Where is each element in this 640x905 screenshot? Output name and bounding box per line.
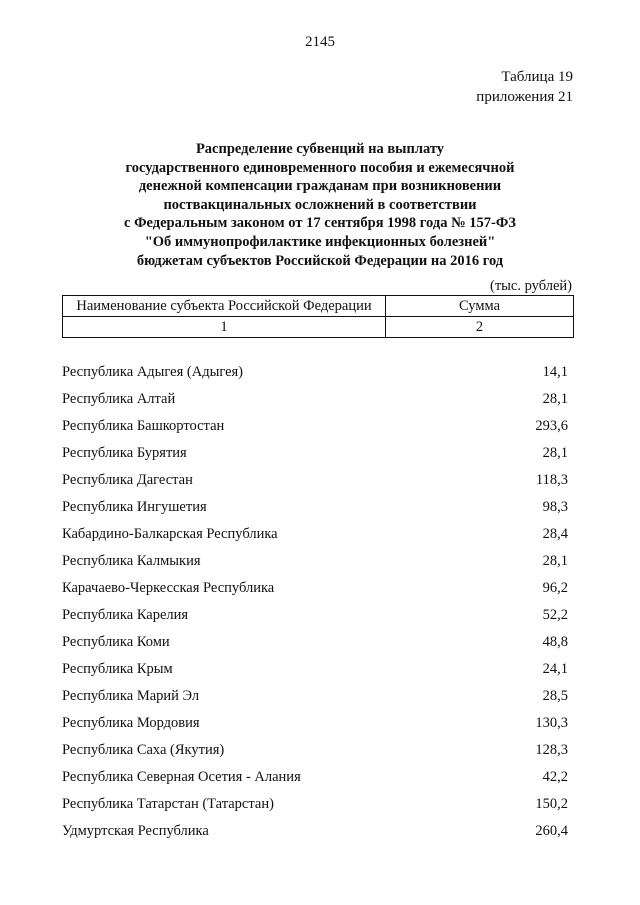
amount-value: 24,1 — [542, 661, 568, 677]
region-name: Республика Башкортостан — [62, 418, 225, 434]
table-row — [62, 634, 568, 661]
region-name: Карачаево-Черкесская Республика — [62, 580, 275, 596]
table-row — [62, 472, 568, 499]
table-row — [62, 823, 568, 850]
region-name: Республика Крым — [62, 661, 173, 677]
region-name: Республика Дагестан — [62, 472, 193, 488]
appendix-number: приложения 21 — [476, 89, 573, 105]
table-row — [62, 661, 568, 688]
title-line: бюджетам субъектов Российской Федерации на 2016 год — [136, 252, 504, 269]
table-row — [62, 499, 568, 526]
amount-value: 42,2 — [542, 769, 568, 785]
amount-value: 293,6 — [535, 418, 568, 434]
region-name: Республика Бурятия — [62, 445, 187, 461]
document-title — [0, 140, 640, 270]
title-line: "Об иммунопрофилактике инфекционных болезней" — [144, 233, 496, 250]
amount-value: 28,4 — [542, 526, 568, 542]
column-number-1: 1 — [63, 317, 386, 338]
region-name: Республика Марий Эл — [62, 688, 200, 704]
title-line: поствакцинальных осложнений в соответствии — [163, 196, 477, 213]
title-line: государственного единовременного пособия и ежемесячной — [125, 159, 515, 176]
table-row — [62, 796, 568, 823]
amount-value: 48,8 — [542, 634, 568, 650]
region-name: Республика Коми — [62, 634, 170, 650]
header-row — [63, 296, 574, 317]
amount-value: 96,2 — [542, 580, 568, 596]
title-line: Распределение субвенций на выплату — [195, 141, 445, 157]
table-row — [62, 580, 568, 607]
table-row — [62, 715, 568, 742]
region-name: Республика Татарстан (Татарстан) — [62, 796, 274, 812]
header-amount: Сумма — [386, 296, 574, 317]
amount-value: 260,4 — [535, 823, 568, 839]
table-row — [62, 742, 568, 769]
table-number: Таблица 19 — [501, 69, 573, 85]
table-row — [62, 418, 568, 445]
region-name: Республика Северная Осетия - Алания — [62, 769, 301, 785]
table-reference — [476, 67, 573, 107]
page-number: 2145 — [305, 34, 335, 50]
table-row — [62, 526, 568, 553]
amount-value: 14,1 — [542, 364, 568, 380]
amount-value: 128,3 — [535, 742, 568, 758]
region-name: Удмуртская Республика — [62, 823, 209, 839]
region-name: Республика Саха (Якутия) — [62, 742, 225, 758]
table-row — [62, 688, 568, 715]
region-name: Республика Мордовия — [62, 715, 200, 731]
title-line: денежной компенсации гражданам при возникновении — [138, 178, 502, 195]
region-name: Республика Адыгея (Адыгея) — [62, 364, 244, 380]
table-header — [62, 295, 574, 338]
amount-value: 28,1 — [542, 445, 568, 461]
amount-value: 118,3 — [535, 472, 568, 488]
column-number-2: 2 — [386, 317, 574, 338]
amount-value: 52,2 — [542, 607, 568, 623]
table-row — [62, 607, 568, 634]
region-name: Республика Ингушетия — [62, 499, 207, 515]
title-line: с Федеральным законом от 17 сентября 1998 года № 157-ФЗ — [124, 215, 516, 232]
amount-value: 28,1 — [542, 391, 568, 407]
region-name: Кабардино-Балкарская Республика — [62, 526, 278, 542]
region-list — [62, 364, 568, 850]
table-row — [62, 391, 568, 418]
region-name: Республика Карелия — [62, 607, 189, 623]
table-row — [62, 445, 568, 472]
amount-value: 98,3 — [542, 499, 568, 515]
amount-value: 130,3 — [535, 715, 568, 731]
table-row — [62, 553, 568, 580]
header-region-name: Наименование субъекта Российской Федерации — [63, 296, 386, 317]
region-name: Республика Алтай — [62, 391, 176, 407]
amount-value: 28,1 — [542, 553, 568, 569]
table-row — [62, 769, 568, 796]
unit-label: (тыс. рублей) — [490, 278, 572, 294]
region-name: Республика Калмыкия — [62, 553, 201, 569]
table-row — [62, 364, 568, 391]
amount-value: 28,5 — [542, 688, 568, 704]
column-number-row — [63, 317, 574, 338]
amount-value: 150,2 — [535, 796, 568, 812]
